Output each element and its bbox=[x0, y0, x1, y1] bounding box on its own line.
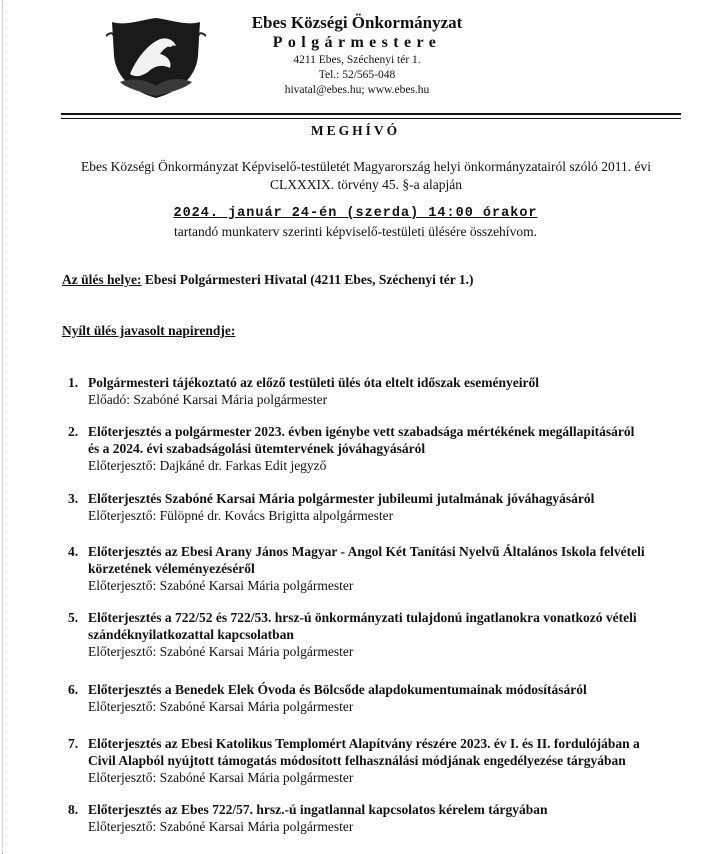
agenda-item-number: 6. bbox=[68, 682, 79, 697]
agenda-item-title: Polgármesteri tájékoztató az előző testületi ülés óta eltelt időszak eseményeiről bbox=[88, 375, 539, 390]
agenda-item-number: 8. bbox=[68, 802, 79, 817]
agenda-item-title-cont: és a 2024. évi szabadságolási ütemtervének jóváhagyásáról bbox=[88, 441, 426, 456]
phone: Tel.: 52/565-048 bbox=[318, 69, 396, 81]
meeting-place-value: Ebesi Polgármesteri Hivatal (4211 Ebes, Széchenyi tér 1.) bbox=[144, 272, 474, 287]
agenda-item-presenter: Előterjesztő: Dajkáné dr. Farkas Edit jegyző bbox=[88, 458, 327, 473]
agenda-item-title: Előterjesztés a 722/52 és 722/53. hrsz-ú önkormányzati tulajdonú ingatlanokra vonatkozó vételi bbox=[88, 610, 637, 625]
agenda-item bbox=[68, 609, 683, 660]
document-title: MEGHÍVÓ bbox=[310, 123, 401, 138]
office-name: Polgármestere bbox=[272, 34, 442, 51]
agenda-item-title-cont: szándéknyilatkozattal kapcsolatban bbox=[88, 627, 294, 642]
agenda-item-presenter: Előterjesztő: Szabóné Karsai Mária polgármester bbox=[88, 699, 354, 714]
agenda-item-number: 4. bbox=[68, 544, 79, 559]
header-rule-thick bbox=[61, 113, 681, 115]
agenda-item-number: 5. bbox=[68, 610, 79, 625]
agenda-item-title-cont: körzetének véleményezéséről bbox=[88, 561, 255, 576]
contact: hivatal@ebes.hu; www.ebes.hu bbox=[284, 84, 430, 96]
agenda-item bbox=[68, 374, 683, 408]
meeting-date-tail: tartandó munkaterv szerinti képviselő-testületi ülésére összehívom. bbox=[174, 224, 537, 239]
agenda-item-presenter: Előterjesztő: Szabóné Karsai Mária polgármester bbox=[88, 644, 354, 659]
agenda-item-title: Előterjesztés az Ebes 722/57. hrsz.-ú ingatlannal kapcsolatos kérelem tárgyában bbox=[88, 802, 548, 817]
intro-text: Ebes Községi Önkormányzat Képviselő-testületét Magyarország helyi önkormányzatairól szóló 2011. évi CLXXXIX. törvény 45. §-a alapján bbox=[80, 159, 652, 192]
agenda-item-title: Előterjesztés a Benedek Elek Óvoda és Bölcsőde alapdokumentumainak módosításáról bbox=[88, 682, 587, 697]
municipal-crest-icon bbox=[106, 16, 206, 100]
agenda-item-title-cont: Civil Alapból nyújtott támogatás módosított felhasználási módjának engedélyezése tárgyában bbox=[88, 753, 626, 768]
agenda-item bbox=[68, 735, 683, 786]
agenda-item-title: Előterjesztés a polgármester 2023. évben igénybe vett szabadsága mértékének megállapításáról bbox=[88, 424, 635, 439]
agenda-item-presenter: Előterjesztő: Szabóné Karsai Mária polgármester bbox=[88, 819, 354, 834]
agenda-item bbox=[68, 681, 683, 715]
agenda-item bbox=[68, 543, 683, 594]
agenda-item-number: 7. bbox=[68, 736, 79, 751]
meeting-place-label: Az ülés helye: bbox=[62, 272, 142, 287]
org-name: Ebes Községi Önkormányzat bbox=[251, 13, 463, 32]
agenda-item-title: Előterjesztés az Ebesi Katolikus Templomért Alapítvány részére 2023. év I. és II. fordulójában a bbox=[88, 736, 640, 751]
agenda-item-presenter: Előterjesztő: Szabóné Karsai Mária polgármester bbox=[88, 578, 354, 593]
agenda-item-presenter: Előterjesztő: Szabóné Karsai Mária polgármester bbox=[88, 770, 354, 785]
agenda-item-number: 3. bbox=[68, 491, 79, 506]
meeting-place bbox=[62, 272, 473, 288]
agenda-item-presenter: Előterjesztő: Fülöpné dr. Kovács Brigitta alpolgármester bbox=[88, 508, 394, 523]
agenda-item-presenter: Előadó: Szabóné Karsai Mária polgármester bbox=[88, 392, 328, 407]
meeting-date: 2024. január 24-én (szerda) 14:00 órakor bbox=[173, 206, 538, 221]
agenda-title: Nyílt ülés javasolt napirendje: bbox=[62, 323, 236, 338]
agenda-item-number: 1. bbox=[68, 375, 79, 390]
agenda-item-title: Előterjesztés Szabóné Karsai Mária polgármester jubileumi jutalmának jóváhagyásáról bbox=[88, 491, 595, 506]
agenda-item bbox=[68, 801, 683, 835]
agenda-item-number: 2. bbox=[68, 424, 79, 439]
address: 4211 Ebes, Széchenyi tér 1. bbox=[293, 54, 421, 66]
agenda-item bbox=[68, 423, 683, 474]
header-rule-thin bbox=[61, 118, 681, 119]
agenda-item bbox=[68, 490, 683, 524]
agenda-item-title: Előterjesztés az Ebesi Arany János Magyar - Angol Két Tanítási Nyelvű Általános Iskola felvételi bbox=[88, 544, 645, 559]
letterhead bbox=[232, 12, 482, 98]
